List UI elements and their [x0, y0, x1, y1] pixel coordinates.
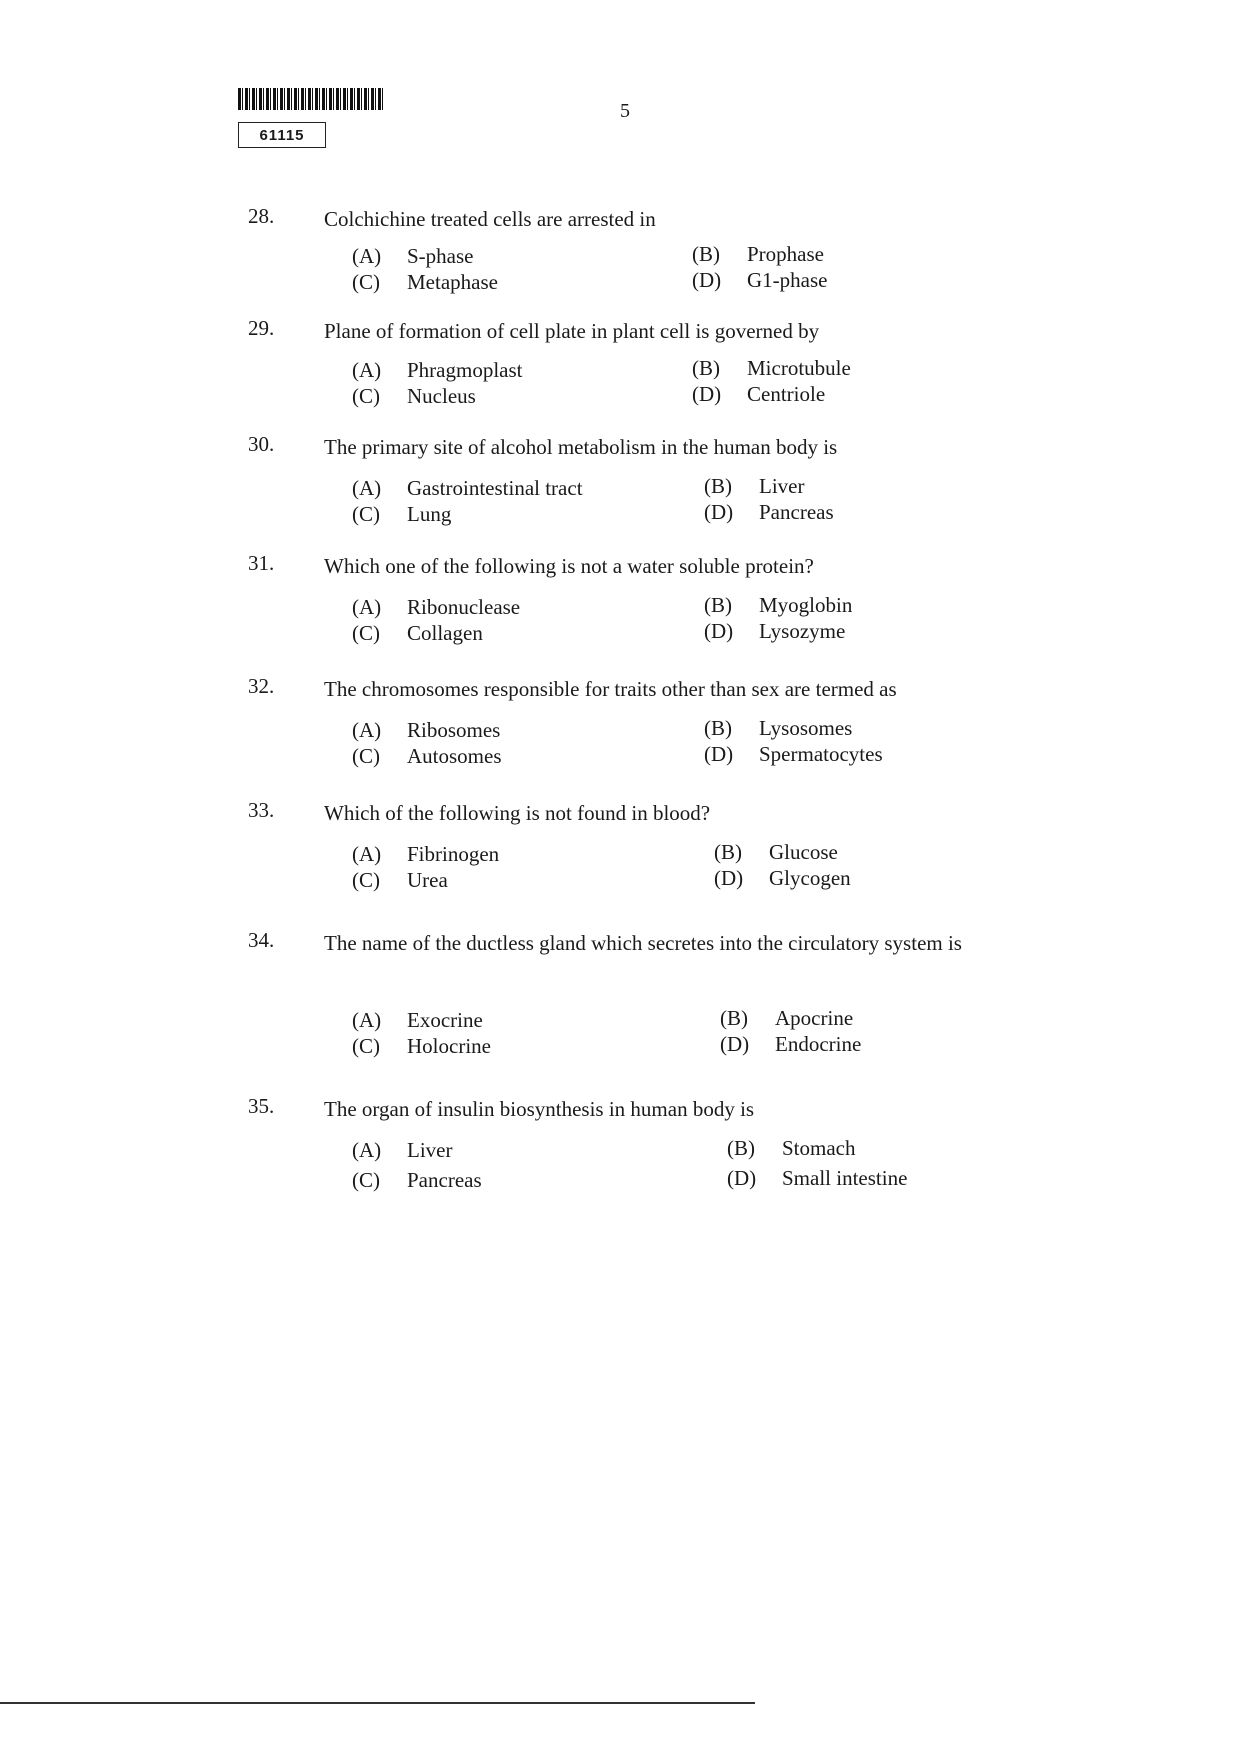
option-c	[352, 1168, 482, 1193]
question-text: The primary site of alcohol metabolism in the human body is	[324, 435, 838, 459]
question-number: 31.	[248, 551, 275, 575]
option-text: Microtubule	[747, 356, 851, 380]
option-text: Pancreas	[759, 500, 834, 524]
option-text: Urea	[407, 868, 448, 892]
option-text: Fibrinogen	[407, 842, 500, 866]
option-d	[720, 1032, 861, 1057]
option-d	[692, 382, 825, 407]
option-b	[704, 474, 804, 499]
option-text: Metaphase	[407, 270, 498, 294]
option-label: (B)	[727, 1136, 755, 1160]
option-text: G1-phase	[747, 268, 828, 292]
question-text: The name of the ductless gland which secretes into the circulatory system is	[324, 931, 962, 955]
option-label: (A)	[352, 244, 382, 268]
option-c	[352, 1034, 491, 1059]
option-label: (B)	[704, 716, 732, 740]
paper-code-box	[238, 122, 326, 148]
option-text: Prophase	[747, 242, 824, 266]
question-number: 28.	[248, 204, 275, 228]
option-c	[352, 868, 448, 893]
question-number: 33.	[248, 798, 275, 822]
option-label: (B)	[692, 242, 720, 266]
option-c	[352, 384, 476, 409]
option-d	[714, 866, 851, 891]
question-number: 30.	[248, 432, 275, 456]
option-text: Collagen	[407, 621, 483, 645]
option-label: (B)	[704, 593, 732, 617]
option-label: (D)	[714, 866, 744, 890]
option-label: (A)	[352, 476, 382, 500]
option-a	[352, 358, 523, 383]
option-c	[352, 502, 451, 527]
option-d	[704, 500, 834, 525]
option-label: (A)	[352, 358, 382, 382]
option-c	[352, 621, 483, 646]
option-d	[704, 619, 845, 644]
option-label: (C)	[352, 621, 380, 645]
option-c	[352, 744, 502, 769]
question-text: Which one of the following is not a water soluble protein?	[324, 554, 814, 578]
barcode	[238, 88, 383, 110]
option-label: (B)	[714, 840, 742, 864]
option-b	[692, 242, 824, 267]
option-label: (B)	[692, 356, 720, 380]
option-label: (B)	[720, 1006, 748, 1030]
option-label: (C)	[352, 1034, 380, 1058]
option-b	[704, 593, 852, 618]
option-label: (A)	[352, 718, 382, 742]
option-d	[704, 742, 883, 767]
option-a	[352, 718, 500, 743]
option-d	[727, 1166, 907, 1191]
option-a	[352, 842, 499, 867]
option-text: Nucleus	[407, 384, 476, 408]
option-label: (A)	[352, 842, 382, 866]
option-label: (C)	[352, 270, 380, 294]
option-text: Glucose	[769, 840, 838, 864]
option-text: Pancreas	[407, 1168, 482, 1192]
option-d	[692, 268, 827, 293]
option-a	[352, 1138, 452, 1163]
option-label: (D)	[704, 500, 734, 524]
option-text: Small intestine	[782, 1166, 908, 1190]
question-text: The chromosomes responsible for traits other than sex are termed as	[324, 677, 897, 701]
page-number: 5	[620, 100, 630, 122]
option-b	[714, 840, 838, 865]
option-text: Exocrine	[407, 1008, 483, 1032]
question-number: 35.	[248, 1094, 275, 1118]
option-text: Lysozyme	[759, 619, 846, 643]
option-text: Stomach	[782, 1136, 856, 1160]
question-number: 32.	[248, 674, 275, 698]
option-label: (C)	[352, 868, 380, 892]
option-text: Apocrine	[775, 1006, 854, 1030]
option-text: S-phase	[407, 244, 474, 268]
option-c	[352, 270, 498, 295]
option-b	[692, 356, 851, 381]
option-label: (C)	[352, 502, 380, 526]
option-text: Holocrine	[407, 1034, 491, 1058]
question-number: 34.	[248, 928, 275, 952]
option-label: (D)	[720, 1032, 750, 1056]
option-label: (D)	[692, 382, 722, 406]
option-a	[352, 476, 583, 501]
option-text: Endocrine	[775, 1032, 862, 1056]
option-text: Gastrointestinal tract	[407, 476, 583, 500]
option-text: Ribonuclease	[407, 595, 521, 619]
question-text: Colchichine treated cells are arrested in	[324, 207, 656, 231]
question-text: Which of the following is not found in blood?	[324, 801, 711, 825]
option-text: Myoglobin	[759, 593, 853, 617]
option-a	[352, 244, 474, 269]
option-label: (B)	[704, 474, 732, 498]
option-a	[352, 1008, 483, 1033]
option-text: Liver	[407, 1138, 453, 1162]
bottom-rule	[0, 1702, 755, 1704]
option-text: Spermatocytes	[759, 742, 883, 766]
question-text: Plane of formation of cell plate in plant cell is governed by	[324, 319, 820, 343]
option-text: Lung	[407, 502, 452, 526]
option-label: (C)	[352, 384, 380, 408]
option-label: (D)	[704, 619, 734, 643]
option-b	[704, 716, 852, 741]
option-text: Centriole	[747, 382, 826, 406]
option-label: (D)	[727, 1166, 757, 1190]
paper-code: 61115	[259, 126, 305, 144]
option-label: (C)	[352, 744, 380, 768]
option-text: Lysosomes	[759, 716, 853, 740]
option-label: (A)	[352, 595, 382, 619]
option-label: (A)	[352, 1008, 382, 1032]
option-b	[727, 1136, 856, 1161]
option-label: (D)	[692, 268, 722, 292]
question-number: 29.	[248, 316, 275, 340]
option-text: Glycogen	[769, 866, 851, 890]
option-text: Liver	[759, 474, 805, 498]
option-label: (C)	[352, 1168, 380, 1192]
option-label: (A)	[352, 1138, 382, 1162]
option-text: Ribosomes	[407, 718, 501, 742]
option-label: (D)	[704, 742, 734, 766]
option-text: Autosomes	[407, 744, 502, 768]
question-text: The organ of insulin biosynthesis in human body is	[324, 1097, 755, 1121]
option-b	[720, 1006, 853, 1031]
option-text: Phragmoplast	[407, 358, 523, 382]
option-a	[352, 595, 520, 620]
